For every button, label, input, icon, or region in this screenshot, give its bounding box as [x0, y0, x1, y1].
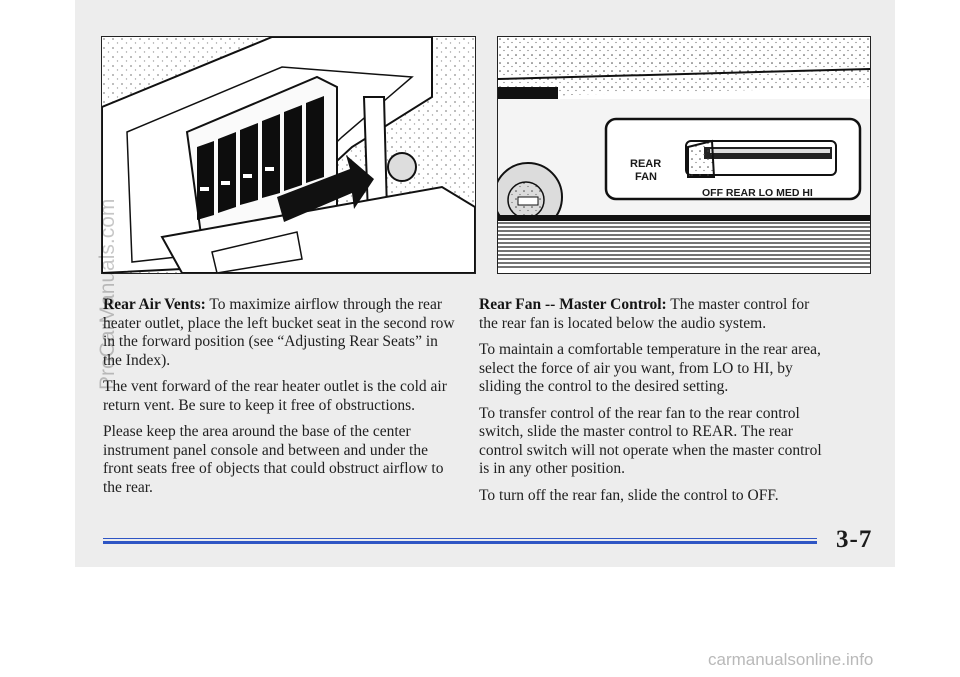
- text-line: The master control for: [666, 296, 810, 313]
- rear-fan-control-figure: [497, 36, 871, 274]
- cold-air-return-paragraph: [103, 378, 488, 415]
- transfer-control-paragraph: [479, 405, 879, 479]
- right-text-column: [479, 296, 879, 513]
- rear-fan-master-paragraph: [479, 296, 879, 333]
- footer-watermark: carmanualsonline.info: [708, 650, 874, 669]
- text-line: the Index).: [103, 351, 171, 369]
- text-line: To maximize airflow through the rear: [205, 296, 442, 313]
- turn-off-paragraph: [479, 487, 879, 506]
- rear-air-vent-illustration-icon: [102, 37, 475, 273]
- left-text-column: [103, 296, 488, 505]
- text-line: instrument panel console and between and under the: [103, 441, 428, 459]
- slider-positions: OFF REAR LO MED HI: [702, 187, 813, 199]
- text-line: the rear.: [103, 478, 153, 496]
- rear-air-vents-figure: [101, 36, 476, 274]
- text-line: Please keep the area around the base of the center: [103, 423, 411, 440]
- text-line: in the forward position (see “Adjusting Rear Seats” in: [103, 333, 438, 350]
- text-line: heater outlet, place the left bucket seat in the second row: [103, 314, 455, 332]
- side-watermark: ProCarManuals.com: [96, 198, 119, 390]
- rear-air-vents-paragraph: [103, 296, 488, 370]
- footer-rule-thin: [103, 538, 817, 539]
- text-line: The vent forward of the rear heater outlet is the cold air: [103, 378, 447, 395]
- switch-label-fan: FAN: [635, 171, 657, 183]
- text-line: is in any other position.: [479, 460, 625, 477]
- comfortable-temperature-paragraph: [479, 341, 879, 397]
- text-line: the rear fan is located below the audio system.: [479, 314, 767, 332]
- page-number: 3-7: [836, 526, 873, 553]
- text-line: sliding the control to the desired setting.: [479, 378, 729, 395]
- keep-area-clear-paragraph: [103, 423, 488, 497]
- text-line: front seats free of objects that could obstruct airflow to: [103, 460, 444, 477]
- text-line: To transfer control of the rear fan to the rear control: [479, 404, 800, 422]
- text-line: return vent. Be sure to keep it free of obstructions.: [103, 396, 416, 414]
- text-line: select the force of air you want, from LO to HI, by: [479, 359, 793, 377]
- switch-label-rear: REAR: [630, 158, 662, 170]
- footer-rule-thick: [103, 541, 817, 544]
- rear-fan-control-illustration: [498, 37, 870, 273]
- rear-fan-master-heading: Rear Fan -- Master Control:: [479, 296, 667, 313]
- text-line: switch, slide the master control to REAR. The rear: [479, 423, 793, 440]
- rear-air-vents-heading: Rear Air Vents:: [103, 296, 206, 313]
- text-line: control switch will not operate when the master control: [479, 441, 822, 459]
- text-line: To turn off the rear fan, slide the control to OFF.: [479, 486, 779, 504]
- text-line: To maintain a comfortable temperature in the rear area,: [479, 341, 821, 358]
